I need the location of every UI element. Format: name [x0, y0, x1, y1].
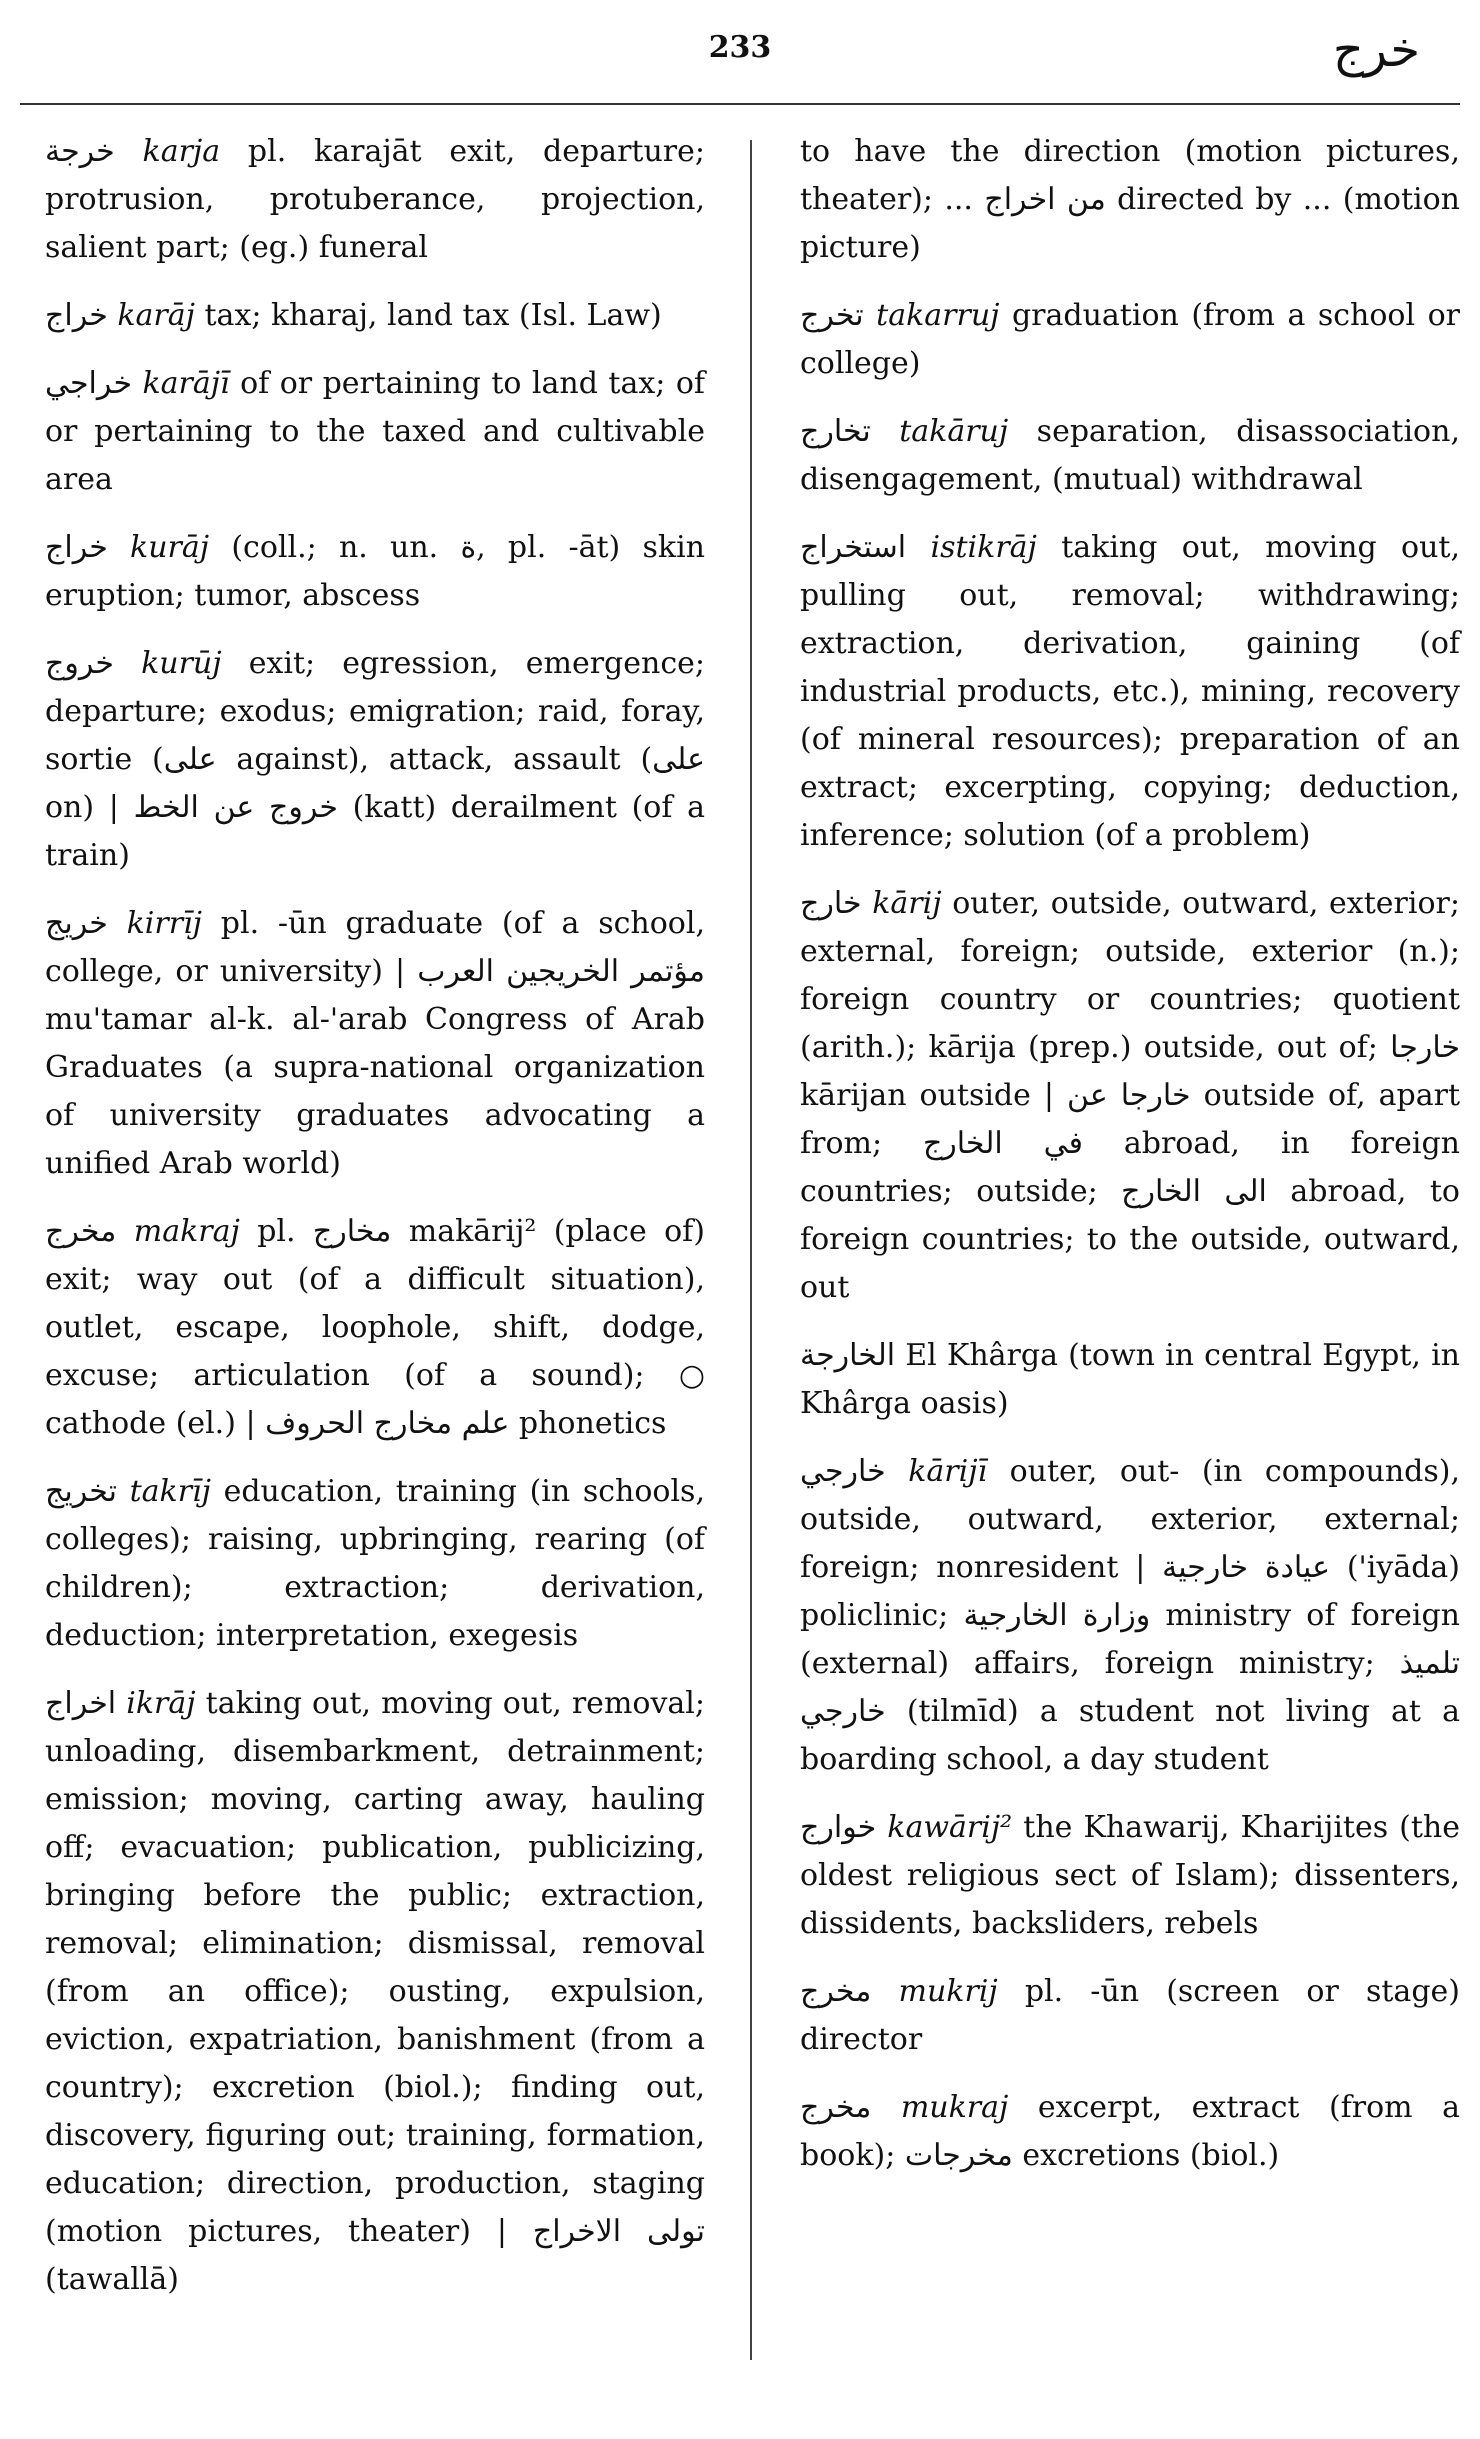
entry-text	[45, 128, 705, 272]
dictionary-entry	[45, 292, 705, 340]
right-column	[800, 128, 1460, 2200]
definition: to have the direction (motion pictures, theater); ... من اخراج directed by ... (motion picture)	[800, 134, 1460, 265]
transliteration: kurāj	[130, 530, 210, 565]
arabic-headword: مخرج	[45, 1214, 117, 1249]
column-divider	[750, 140, 752, 2360]
transliteration: karja	[142, 134, 221, 169]
dictionary-entry	[45, 900, 705, 1188]
dictionary-entry	[800, 1804, 1460, 1948]
dictionary-entry	[800, 2084, 1460, 2180]
dictionary-entry	[800, 408, 1460, 504]
definition: tax; kharaj, land tax (Isl. Law)	[204, 298, 662, 333]
entry-text	[800, 2084, 1460, 2180]
definition: outer, outside, outward, exterior; external, foreign; outside, exterior (n.); foreign country or countries; quotient (arith.); kārija (prep.) outside, out of; خارجا kārijan outside | خارجا عن outside of, apart from; في الخارج abroad, in foreign countries; outside; الى الخارج abroad, to foreign countries; to the outside, outward, out	[800, 886, 1460, 1305]
entry-text	[800, 292, 1460, 388]
page-number: 233	[708, 30, 772, 65]
definition: pl. karajāt exit, departure; protrusion, protuberance, projection, salient part; (eg.) funeral	[45, 134, 705, 265]
dictionary-entry	[45, 1208, 705, 1448]
definition: of or pertaining to land tax; of or pertaining to the taxed and cultivable area	[45, 366, 705, 497]
arabic-headword: خريج	[45, 906, 108, 941]
dictionary-entry	[45, 360, 705, 504]
transliteration: takāruj	[899, 414, 1009, 449]
entry-text	[800, 880, 1460, 1312]
definition: pl. -ūn graduate (of a school, college, or university) | مؤتمر الخريجين العرب mu'tamar al-k. al-'arab Congress of Arab Graduates (a supra-national organization of university graduates advocating a unified Arab world)	[45, 906, 705, 1181]
transliteration: mukrij	[898, 1974, 998, 2009]
definition: outer, out- (in compounds), outside, outward, exterior, external; foreign; nonresident | عيادة خارجية ('iyāda) policlinic; وزارة الخارجية ministry of foreign (external) affairs, foreign ministry; تلميذ خارجي (tilmīd) a student not living at a boarding school, a day student	[800, 1454, 1461, 1777]
transliteration: makraj	[133, 1214, 240, 1249]
definition: El Khârga (town in central Egypt, in Khârga oasis)	[800, 1338, 1460, 1421]
transliteration: kawārij²	[887, 1810, 1013, 1845]
arabic-headword: خارج	[800, 886, 862, 921]
entry-text	[45, 1680, 705, 2304]
definition: (coll.; n. un. ة, pl. -āt) skin eruption; tumor, abscess	[45, 530, 705, 613]
transliteration: takarruj	[876, 298, 1000, 333]
header-rule	[20, 103, 1460, 105]
dictionary-entry	[800, 1968, 1460, 2064]
entry-text	[45, 640, 705, 880]
arabic-headword: خارجي	[800, 1454, 886, 1489]
left-column	[45, 128, 705, 2324]
entry-text	[45, 1208, 705, 1448]
definition: pl. -ūn (screen or stage) director	[800, 1974, 1460, 2057]
transliteration: takrīj	[129, 1474, 211, 1509]
running-head: خرج	[1332, 22, 1420, 78]
dictionary-entry	[45, 128, 705, 272]
entry-text	[800, 1804, 1460, 1948]
entry-text	[800, 408, 1460, 504]
transliteration: mukraj	[900, 2090, 1009, 2125]
entry-text	[45, 360, 705, 504]
definition: education, training (in schools, colleges); raising, upbringing, rearing (of children); extraction; derivation, deduction; interpretation, exegesis	[45, 1474, 705, 1653]
arabic-headword: استخراج	[800, 530, 907, 565]
transliteration: kārijī	[908, 1454, 988, 1489]
definition: taking out, moving out, removal; unloading, disembarkment, detrainment; emission; moving, carting away, hauling off; evacuation; publication, publicizing, bringing before the public; extraction, removal; elimination; dismissal, removal (from an office); ousting, expulsion, eviction, expatriation, banishment (from a country); excretion (biol.); finding out, discovery, figuring out; training, formation, education; direction, production, staging (motion pictures, theater) | تولى الاخراج (tawallā)	[45, 1686, 705, 2297]
arabic-headword: اخراج	[45, 1686, 117, 1721]
definition: the Khawarij, Kharijites (the oldest religious sect of Islam); dissenters, dissidents, backsliders, rebels	[800, 1810, 1460, 1941]
dictionary-entry	[800, 524, 1460, 860]
arabic-headword: الخارجة	[800, 1338, 896, 1373]
arabic-headword: خرجة	[45, 134, 115, 169]
dictionary-entry	[800, 128, 1460, 272]
arabic-headword: خراج	[45, 530, 108, 565]
entry-text	[800, 1332, 1460, 1428]
dictionary-entry	[800, 1332, 1460, 1428]
entry-text	[45, 524, 705, 620]
arabic-headword: خوارج	[800, 1810, 877, 1845]
transliteration: karājī	[142, 366, 230, 401]
definition: taking out, moving out, pulling out, removal; withdrawing; extraction, derivation, gaining (of industrial products, etc.), mining, recovery (of mineral resources); preparation of an extract; excerpting, copying; deduction, inference; solution (of a problem)	[800, 530, 1460, 853]
page-header	[60, 22, 1420, 82]
transliteration: karāj	[117, 298, 195, 333]
entry-text	[800, 1968, 1460, 2064]
entry-text	[45, 292, 705, 340]
dictionary-entry	[800, 1448, 1460, 1784]
definition: separation, disassociation, disengagement, (mutual) withdrawal	[800, 414, 1460, 497]
definition: pl. مخارج makārij² (place of) exit; way out (of a difficult situation), outlet, escape, loophole, shift, dodge, excuse; articulation (of a sound); ○ cathode (el.) | علم مخارج الحروف phonetics	[45, 1214, 705, 1441]
arabic-headword: مخرج	[800, 1974, 872, 2009]
definition: excerpt, extract (from a book); مخرجات excretions (biol.)	[800, 2090, 1460, 2173]
arabic-headword: خراج	[45, 298, 108, 333]
transliteration: ikrāj	[126, 1686, 196, 1721]
dictionary-entry	[45, 1468, 705, 1660]
arabic-headword: خراجي	[45, 366, 132, 401]
definition: exit; egression, emergence; departure; exodus; emigration; raid, foray, sortie (على against), attack, assault (على on) | خروج عن الخط (katt) derailment (of a train)	[45, 646, 706, 873]
definition: graduation (from a school or college)	[800, 298, 1460, 381]
arabic-headword: مخرج	[800, 2090, 872, 2125]
arabic-headword: خروج	[45, 646, 114, 681]
entry-text	[800, 128, 1460, 272]
dictionary-entry	[800, 880, 1460, 1312]
dictionary-entry	[45, 524, 705, 620]
entry-text	[45, 1468, 705, 1660]
transliteration: kirrīj	[126, 906, 202, 941]
arabic-headword: تخارج	[800, 414, 871, 449]
entry-text	[800, 1448, 1460, 1784]
dictionary-entry	[45, 640, 705, 880]
arabic-headword: تخريج	[45, 1474, 117, 1509]
entry-text	[800, 524, 1460, 860]
transliteration: kārij	[872, 886, 942, 921]
entry-text	[45, 900, 705, 1188]
transliteration: istikrāj	[930, 530, 1037, 565]
transliteration: kurūj	[141, 646, 222, 681]
dictionary-entry	[800, 292, 1460, 388]
arabic-headword: تخرج	[800, 298, 864, 333]
dictionary-entry	[45, 1680, 705, 2304]
